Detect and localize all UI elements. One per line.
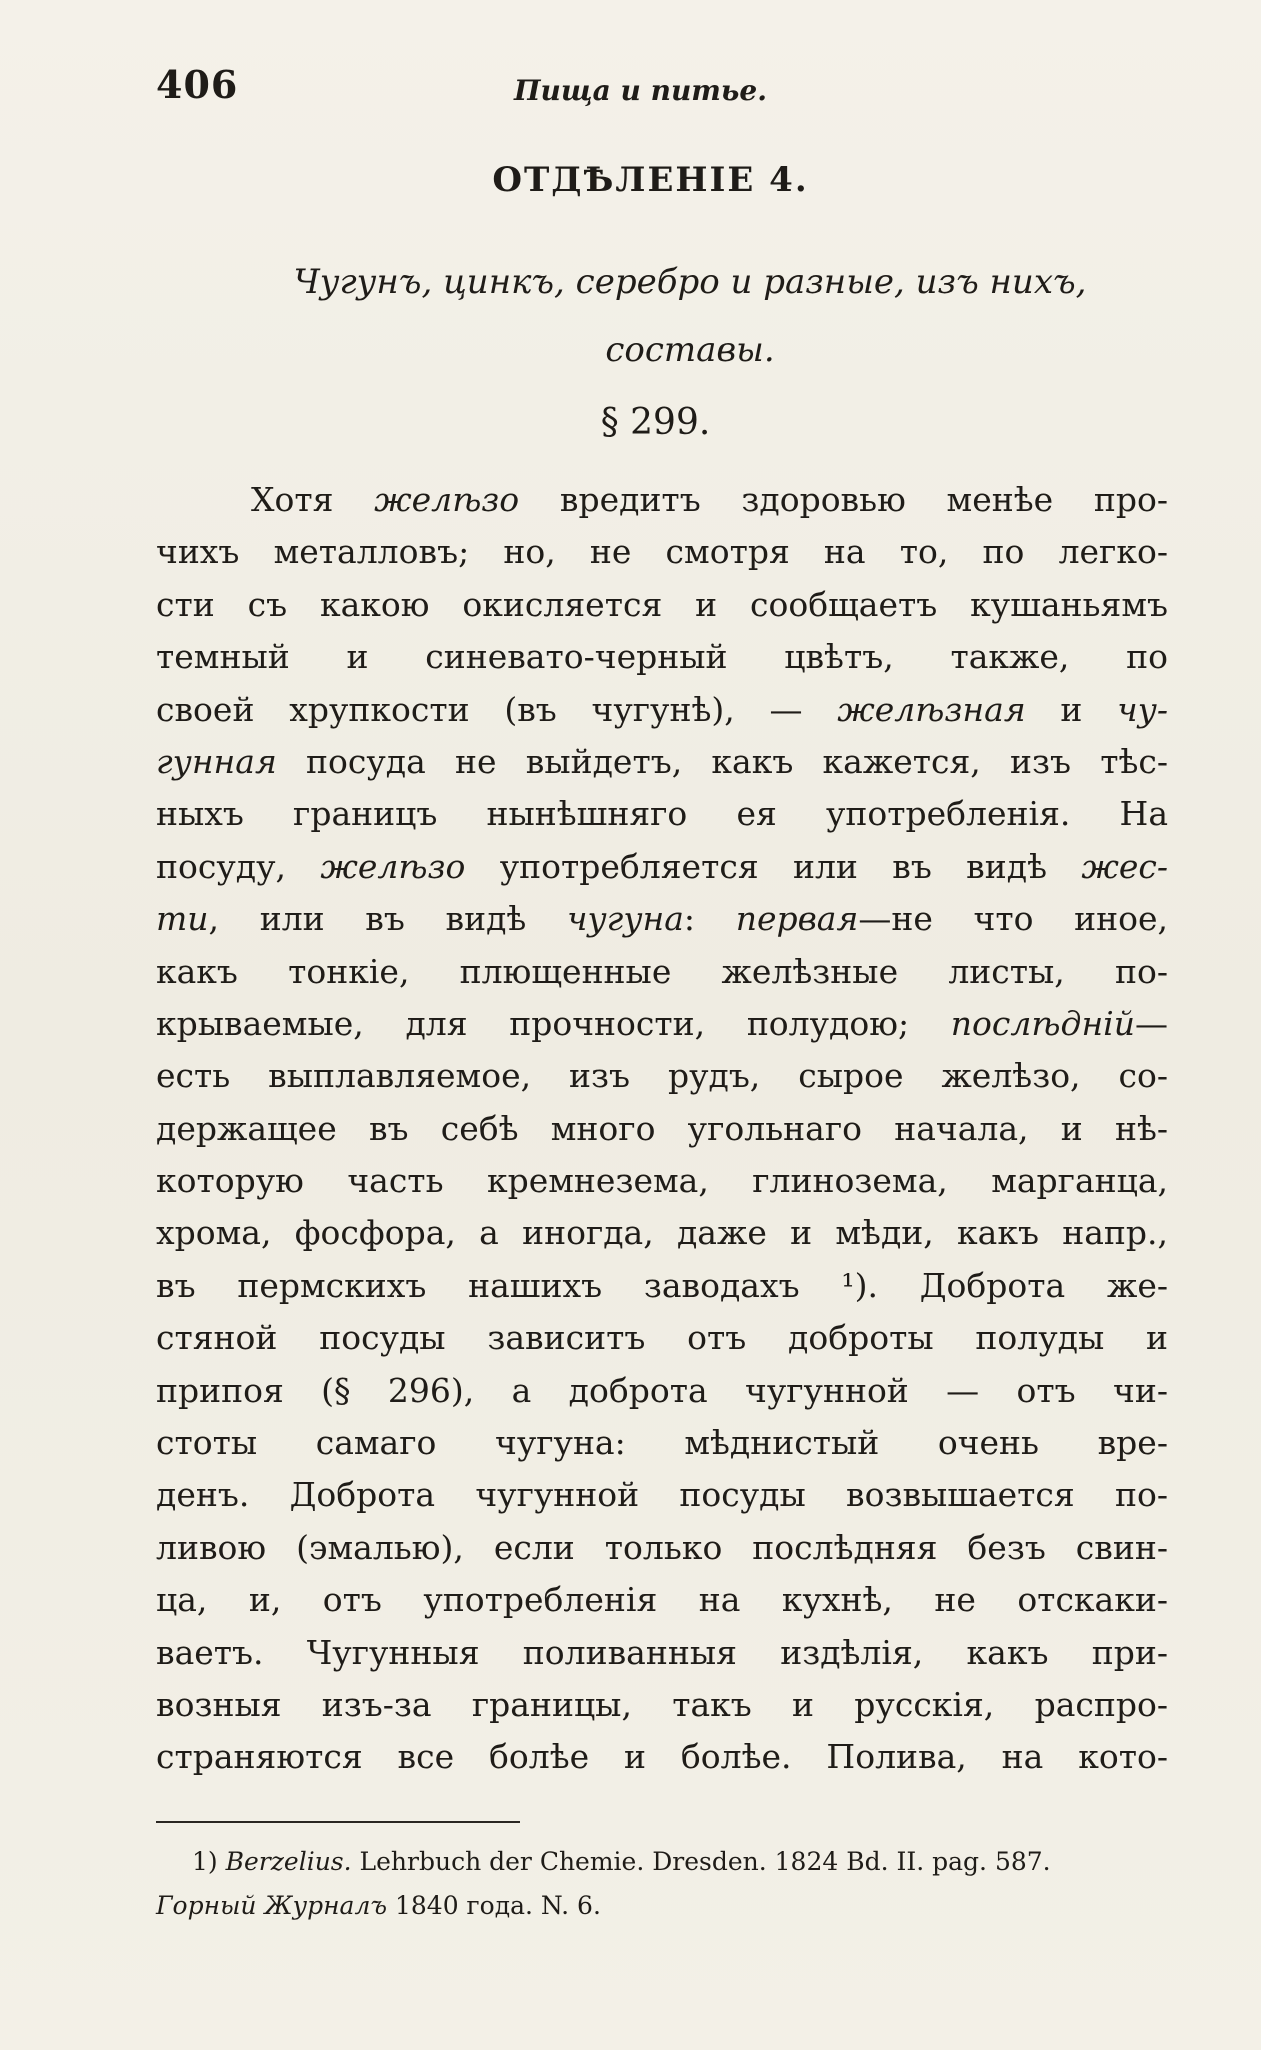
footnote-1-author: Berzelius.	[225, 1847, 352, 1876]
text-run: стяной посуды зависитъ отъ доброты полуды и	[156, 1318, 1168, 1358]
footnote-1-marker: 1)	[192, 1847, 218, 1876]
text-run: ца, и, отъ употребленія на кухнѣ, не отскаки-	[156, 1580, 1168, 1620]
text-line	[156, 1679, 1168, 1731]
emphasis-text: чугуна	[567, 899, 684, 939]
footnote-2-text: 1840 года. N. 6.	[387, 1891, 601, 1920]
emphasis-text: ти	[156, 899, 209, 939]
text-line	[156, 946, 1168, 998]
text-run: ваетъ. Чугунныя поливанныя издѣлія, какъ при-	[156, 1632, 1168, 1672]
body-text	[156, 474, 1168, 1784]
emphasis-text: первая	[735, 899, 859, 939]
text-run: вредитъ здоровью менѣе про-	[519, 480, 1168, 519]
text-line	[156, 474, 1168, 526]
page-number: 406	[156, 62, 239, 107]
text-line	[156, 788, 1168, 840]
footnote-1	[156, 1840, 1168, 1884]
paragraph-number: § 299.	[600, 402, 711, 443]
emphasis-text: послѣдній	[950, 1003, 1135, 1043]
text-line	[156, 998, 1168, 1050]
text-run: и	[1025, 689, 1118, 729]
text-line	[156, 526, 1168, 578]
text-line	[156, 1522, 1168, 1574]
running-title: Пища и питье.	[514, 74, 767, 107]
footnote-rule	[156, 1821, 520, 1823]
text-run: которую часть кремнезема, глинозема, марганца,	[156, 1161, 1168, 1201]
text-run: какъ тонкіе, плющенные желѣзные листы, по-	[156, 951, 1168, 991]
text-run: возныя изъ-за границы, такъ и русскія, распро-	[156, 1684, 1168, 1724]
text-line	[156, 1050, 1168, 1102]
emphasis-text: желѣзо	[374, 480, 520, 519]
text-run: , или въ видѣ	[208, 899, 567, 939]
text-run: —	[1135, 1003, 1168, 1043]
text-run: стоты самаго чугуна: мѣднистый очень вре-	[156, 1423, 1168, 1463]
subtitle-line-1: Чугунъ, цинкъ, серебро и разные, изъ нихъ,	[293, 262, 1087, 302]
text-line	[156, 1103, 1168, 1155]
text-run: ливою (эмалью), если только послѣдняя безъ свин-	[156, 1527, 1168, 1567]
text-run: держащее въ себѣ много угольнаго начала, и нѣ-	[156, 1108, 1168, 1148]
text-run: сти съ какою окисляется и сообщаетъ кушаньямъ	[156, 584, 1168, 624]
text-line	[156, 1574, 1168, 1626]
section-heading: ОТДѢЛЕНІЕ 4.	[492, 160, 809, 200]
text-run: денъ. Доброта чугунной посуды возвышается по-	[156, 1475, 1168, 1515]
text-run: крываемые, для прочности, полудою;	[156, 1003, 951, 1043]
text-line	[156, 1627, 1168, 1679]
section-subtitle	[210, 248, 1170, 384]
text-run: посуду,	[156, 846, 321, 886]
text-line	[156, 1731, 1168, 1783]
text-run: темный и синевато-черный цвѣтъ, также, по	[156, 637, 1168, 677]
emphasis-text: чу-	[1117, 689, 1168, 729]
text-line	[156, 1365, 1168, 1417]
text-run: ныхъ границъ нынѣшняго ея употребленія. На	[156, 794, 1168, 834]
text-run: страняются все болѣе и болѣе. Полива, на кото-	[156, 1737, 1168, 1777]
emphasis-text: желѣзо	[320, 846, 466, 886]
text-line	[156, 684, 1168, 736]
text-run: :	[683, 899, 736, 939]
text-line	[156, 1260, 1168, 1312]
text-line	[156, 736, 1168, 788]
text-run: Хотя	[251, 480, 375, 519]
text-line	[156, 841, 1168, 893]
footnotes	[156, 1840, 1168, 1928]
text-run: чихъ металловъ; но, не смотря на то, по легко-	[156, 532, 1168, 572]
text-run: своей хрупкости (въ чугунѣ), —	[156, 689, 838, 729]
text-run: употребляется или въ видѣ	[465, 846, 1082, 886]
emphasis-text: жес-	[1081, 846, 1168, 886]
footnote-2-source: Горный Журналъ	[156, 1891, 388, 1920]
text-run: есть выплавляемое, изъ рудъ, сырое желѣзо, со-	[156, 1056, 1168, 1096]
text-run: хрома, фосфора, а иногда, даже и мѣди, какъ напр.,	[156, 1213, 1168, 1253]
footnote-1-text: Lehrbuch der Chemie. Dresden. 1824 Bd. II. pag. 587.	[351, 1847, 1051, 1876]
text-line	[156, 1417, 1168, 1469]
text-run: въ пермскихъ нашихъ заводахъ ¹). Доброта же-	[156, 1265, 1168, 1305]
text-line	[156, 579, 1168, 631]
text-line	[156, 893, 1168, 945]
text-line	[156, 631, 1168, 683]
text-run: посуда не выйдетъ, какъ кажется, изъ тѣс-	[276, 741, 1168, 781]
text-line	[156, 1207, 1168, 1259]
footnote-2	[156, 1884, 1168, 1928]
text-run: —не что иное,	[858, 899, 1168, 939]
text-line	[156, 1312, 1168, 1364]
subtitle-line-2: составы.	[605, 330, 775, 370]
emphasis-text: гунная	[156, 741, 277, 781]
emphasis-text: желѣзная	[837, 689, 1026, 729]
text-run: припоя (§ 296), а доброта чугунной — отъ чи-	[156, 1370, 1168, 1410]
text-line	[156, 1469, 1168, 1521]
text-line	[156, 1155, 1168, 1207]
